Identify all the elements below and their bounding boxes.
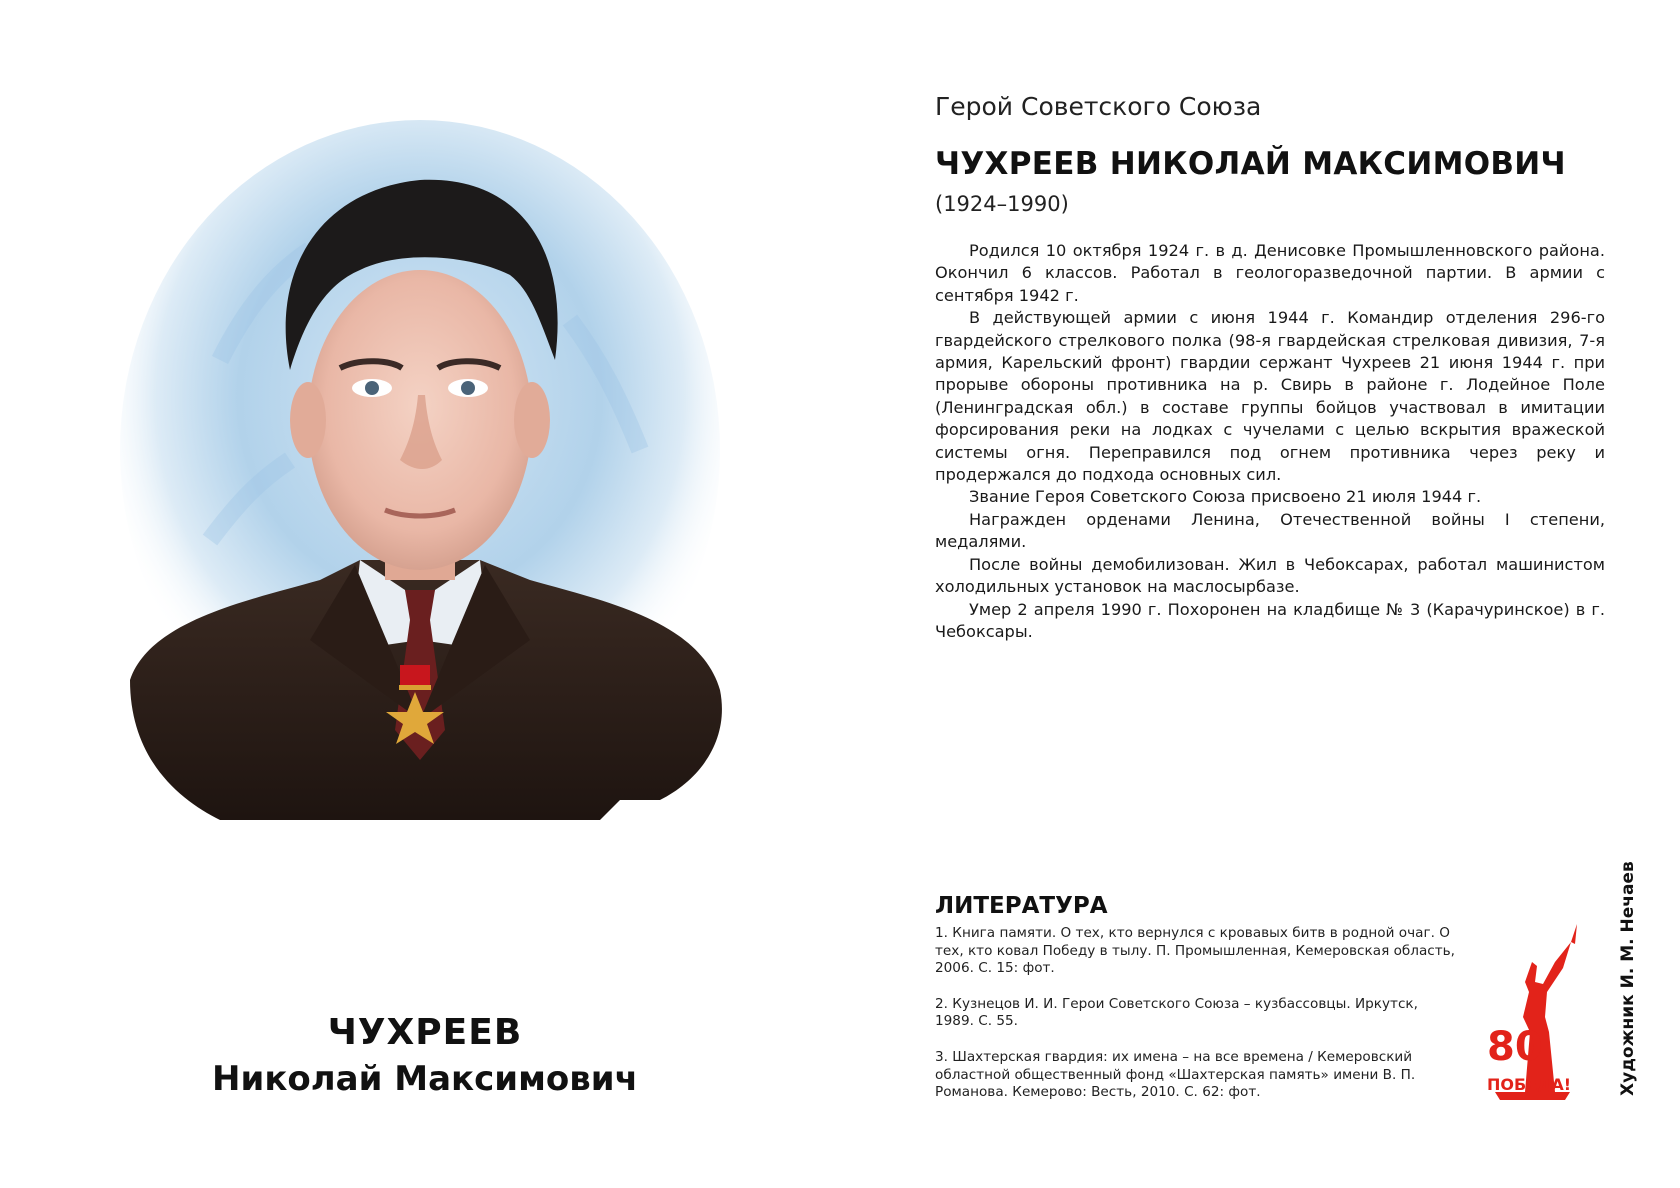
page-title: ЧУХРЕЕВ НИКОЛАЙ МАКСИМОВИЧ <box>935 146 1566 182</box>
artist-credit: Художник И. М. Нечаев <box>1618 861 1638 1096</box>
life-years: (1924–1990) <box>935 192 1069 216</box>
victory-80-logo <box>1485 922 1580 1102</box>
literature-item: 2. Кузнецов И. И. Герои Советского Союза – кузбассовцы. Иркутск, 1989. С. 55. <box>935 995 1418 1030</box>
bio-paragraph: Родился 10 октября 1924 г. в д. Денисовке Промышленновского района. Окончил 6 классов. Работал в геологоразведочной партии. В армии с сентября 1942 г. <box>935 241 1605 305</box>
biography <box>935 240 1605 643</box>
portrait-painting <box>100 120 750 930</box>
bio-paragraph: Награжден орденами Ленина, Отечественной войны I степени, медалями. <box>935 509 1605 552</box>
portrait-caption <box>100 1010 750 1102</box>
literature-heading: ЛИТЕРАТУРА <box>935 893 1108 919</box>
caption-given-names: Николай Максимович <box>212 1059 638 1099</box>
literature-list <box>935 925 1455 1120</box>
logo-text: ПОБЕДА! <box>1487 1075 1572 1094</box>
bio-paragraph: В действующей армии с июня 1944 г. Командир отделения 296-го гвардейского стрелкового полка (98-я гвардейская стрелковая дивизия, 7-я армия, Карельский фронт) гвардии сержант Чухреев 21 июня 1944 г. при прорыве обороны противника на р. Свирь в районе г. Лодейное Поле (Ленинградская обл.) в составе группы бойцов участвовал в имитации форсирования реки на лодках с чучелами с целью вскрытия вражеской системы огня. Переправился под огнем противника через реку и продержался до подхода основных сил. <box>935 308 1605 485</box>
portrait <box>100 120 750 930</box>
literature-item: 3. Шахтерская гвардия: их имена – на все времена / Кемеровский областной общественный фонд «Шахтерская память» имени В. П. Романова. Кемерово: Весть, 2010. С. 62: фот. <box>935 1048 1416 1101</box>
bio-paragraph: После войны демобилизован. Жил в Чебоксарах, работал машинистом холодильных установок на маслосырбазе. <box>935 554 1605 597</box>
bio-paragraph: Звание Героя Советского Союза присвоено 21 июля 1944 г. <box>969 487 1482 507</box>
hero-medal-ribbon <box>400 665 430 687</box>
bio-paragraph: Умер 2 апреля 1990 г. Похоронен на кладбище № 3 (Карачуринское) в г. Чебоксары. <box>935 599 1605 641</box>
caption-surname: ЧУХРЕЕВ <box>327 1012 523 1053</box>
literature-item: 1. Книга памяти. О тех, кто вернулся с кровавых битв в родной очаг. О тех, кто ковал Победу в тылу. П. Промышленная, Кемеровская область, 2006. С. 15: фот. <box>935 925 1456 977</box>
logo-number: 80 <box>1487 1024 1543 1070</box>
hero-title: Герой Советского Союза <box>935 92 1262 121</box>
